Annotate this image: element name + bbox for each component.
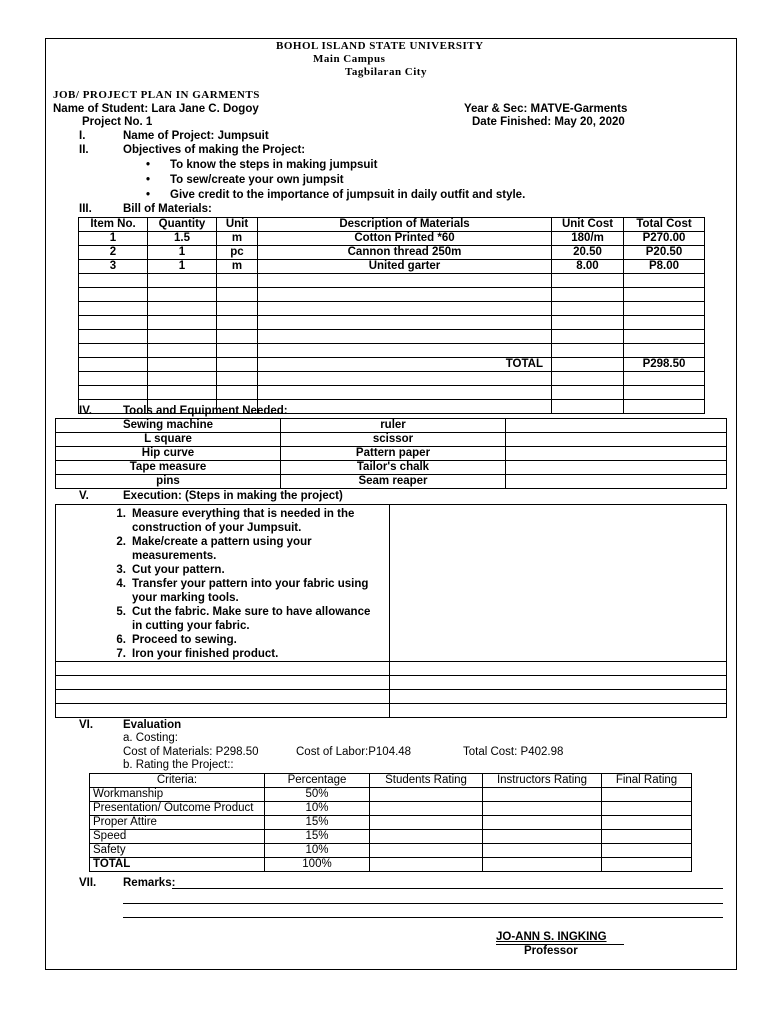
tool-item: Hip curve (56, 447, 281, 461)
column-header: Percentage (265, 774, 370, 788)
item-no: 1 (79, 232, 148, 246)
professor-name: JO-ANN S. INGKING (496, 931, 607, 943)
total-row (79, 358, 705, 372)
campus-name: Main Campus (313, 53, 386, 65)
step-row (56, 505, 727, 662)
section-number-2: II. (79, 144, 89, 156)
plan-title: JOB/ PROJECT PLAN IN GARMENTS (53, 89, 260, 101)
remarks-line (172, 888, 723, 889)
total-cost: P8.00 (624, 260, 705, 274)
criteria: Presentation/ Outcome Product (90, 802, 265, 816)
city-name: Tagbilaran City (345, 66, 427, 78)
table-row (79, 232, 705, 246)
column-header: Instructors Rating (483, 774, 602, 788)
cost-of-materials: Cost of Materials: P298.50 (123, 746, 259, 758)
table-row (79, 288, 705, 302)
table-row (56, 447, 727, 461)
total-row (90, 858, 692, 872)
year-section: Year & Sec: MATVE-Garments (464, 103, 628, 115)
percentage: 100% (265, 858, 370, 872)
table-row (90, 788, 692, 802)
total-label: TOTAL (258, 358, 552, 372)
remarks-heading: Remarks: (123, 877, 176, 889)
table-row (79, 316, 705, 330)
quantity: 1 (148, 246, 217, 260)
table-row (79, 246, 705, 260)
project-name: Name of Project: Jumpsuit (123, 130, 269, 142)
total-cost: P270.00 (624, 232, 705, 246)
step-item: 3. Cut your pattern. (116, 564, 225, 576)
tool-item: Seam reaper (281, 475, 506, 489)
item-no: 3 (79, 260, 148, 274)
column-header: Item No. (79, 218, 148, 232)
evaluation-heading: Evaluation (123, 719, 182, 731)
description: United garter (258, 260, 552, 274)
criteria: TOTAL (90, 858, 265, 872)
section-number-1: I. (79, 130, 86, 142)
table-row (79, 372, 705, 386)
column-header: Unit (217, 218, 258, 232)
section-number-7: VII. (79, 877, 97, 889)
objective-item: • To sew/create your own jumpsit (170, 174, 344, 186)
column-header: Criteria: (90, 774, 265, 788)
table-row (90, 844, 692, 858)
unit-cost: 180/m (552, 232, 624, 246)
column-header: Quantity (148, 218, 217, 232)
step-item: 5. Cut the fabric. Make sure to have allowance in cutting your fabric. (116, 606, 371, 632)
table-header-row (90, 774, 692, 788)
section-number-3: III. (79, 203, 92, 215)
table-row (79, 330, 705, 344)
percentage: 10% (265, 844, 370, 858)
table-header-row (79, 218, 705, 232)
execution-table (55, 504, 727, 718)
step-item: 2. Make/create a pattern using your measurements. (116, 536, 312, 562)
tool-item: ruler (281, 419, 506, 433)
table-row (79, 302, 705, 316)
column-header: Final Rating (602, 774, 692, 788)
table-row (79, 274, 705, 288)
percentage: 10% (265, 802, 370, 816)
tool-item: Tape measure (56, 461, 281, 475)
column-header: Total Cost (624, 218, 705, 232)
date-finished: Date Finished: May 20, 2020 (472, 116, 625, 128)
table-row (79, 386, 705, 400)
unit-cost: 8.00 (552, 260, 624, 274)
table-row (56, 461, 727, 475)
percentage: 50% (265, 788, 370, 802)
bill-heading: Bill of Materials: (123, 203, 212, 215)
tool-item: Sewing machine (56, 419, 281, 433)
university-name: BOHOL ISLAND STATE UNIVERSITY (276, 40, 484, 52)
bill-of-materials-table (78, 217, 705, 414)
cost-of-labor: Cost of Labor:P104.48 (296, 746, 412, 758)
description: Cotton Printed *60 (258, 232, 552, 246)
objectives-heading: Objectives of making the Project: (123, 144, 306, 156)
table-row (90, 830, 692, 844)
percentage: 15% (265, 830, 370, 844)
item-no: 2 (79, 246, 148, 260)
table-row (56, 662, 727, 676)
table-row (56, 704, 727, 718)
total-cost: P20.50 (624, 246, 705, 260)
table-row (90, 816, 692, 830)
step-item: 7. Iron your finished product. (116, 648, 279, 660)
rating-label: b. Rating the Project:: (123, 759, 234, 771)
percentage: 15% (265, 816, 370, 830)
table-row (56, 433, 727, 447)
table-row (90, 802, 692, 816)
column-header: Students Rating (370, 774, 483, 788)
table-row (56, 475, 727, 489)
total-cost: Total Cost: P402.98 (463, 746, 564, 758)
professor-title: Professor (524, 945, 578, 957)
description: Cannon thread 250m (258, 246, 552, 260)
tools-heading: Tools and Equipment Needed: (123, 405, 288, 417)
quantity: 1.5 (148, 232, 217, 246)
tools-table (55, 418, 727, 489)
steps-cell (56, 505, 390, 662)
table-row (79, 260, 705, 274)
step-item: 1. Measure everything that is needed in the construction of your Jumpsuit. (116, 508, 355, 534)
step-item: 6. Proceed to sewing. (116, 634, 237, 646)
tool-item: scissor (281, 433, 506, 447)
costing-label: a. Costing: (123, 732, 178, 744)
objective-item: • Give credit to the importance of jumpsuit in daily outfit and style. (170, 189, 525, 201)
table-row (79, 344, 705, 358)
objective-item: • To know the steps in making jumpsuit (170, 159, 377, 171)
column-header: Unit Cost (552, 218, 624, 232)
section-number-4: IV. (79, 405, 93, 417)
criteria: Speed (90, 830, 265, 844)
criteria: Safety (90, 844, 265, 858)
column-header: Description of Materials (258, 218, 552, 232)
project-number: Project No. 1 (82, 116, 153, 128)
table-row (56, 676, 727, 690)
rating-table (89, 773, 692, 872)
tool-item: Pattern paper (281, 447, 506, 461)
tool-item: pins (56, 475, 281, 489)
remarks-line (123, 903, 723, 904)
table-row (56, 690, 727, 704)
quantity: 1 (148, 260, 217, 274)
student-name: Name of Student: Lara Jane C. Dogoy (53, 103, 259, 115)
section-number-6: VI. (79, 719, 94, 731)
step-item: 4. Transfer your pattern into your fabric using your marking tools. (116, 578, 369, 604)
unit: m (217, 232, 258, 246)
criteria: Workmanship (90, 788, 265, 802)
empty-cell (390, 505, 727, 662)
table-row (56, 419, 727, 433)
criteria: Proper Attire (90, 816, 265, 830)
unit-cost: 20.50 (552, 246, 624, 260)
total-value: P298.50 (624, 358, 705, 372)
execution-heading: Execution: (Steps in making the project) (123, 490, 343, 502)
unit: m (217, 260, 258, 274)
remarks-line (123, 917, 723, 918)
tool-item: L square (56, 433, 281, 447)
section-number-5: V. (79, 490, 89, 502)
unit: pc (217, 246, 258, 260)
tool-item: Tailor's chalk (281, 461, 506, 475)
